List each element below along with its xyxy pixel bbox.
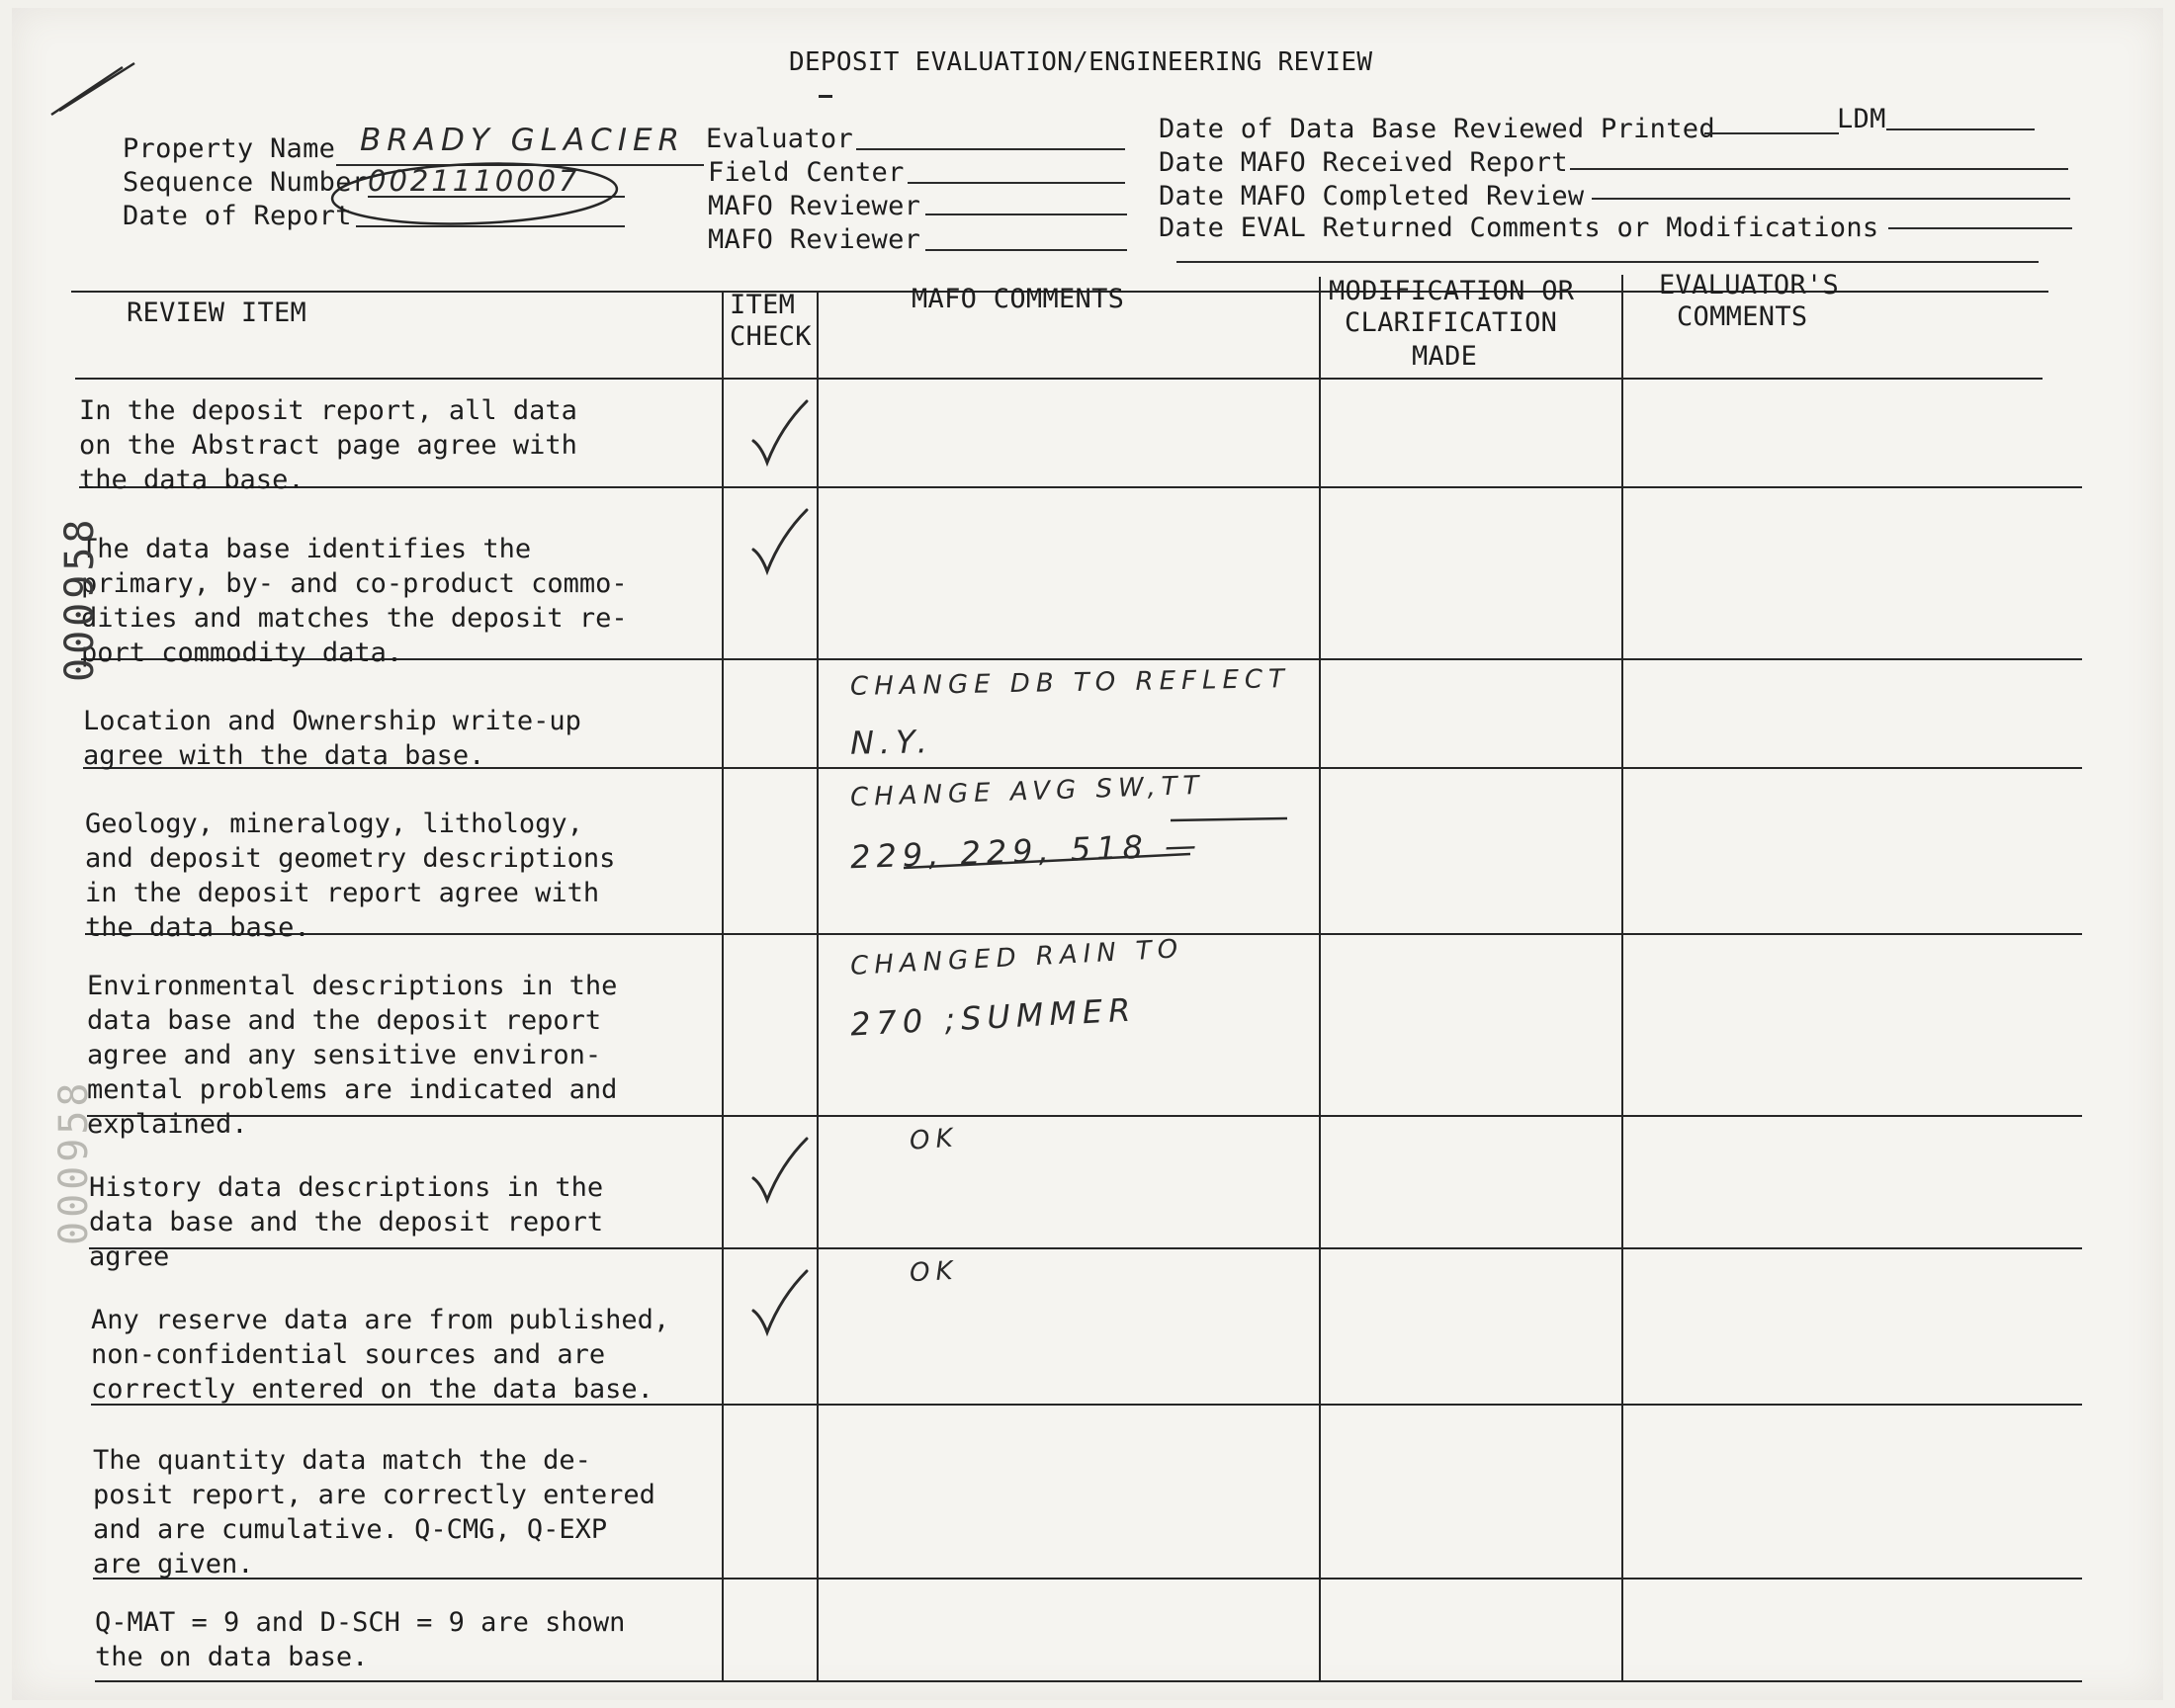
mafo-comment-cell[interactable] <box>819 1119 1315 1243</box>
review-item-line: the on data base. <box>95 1642 369 1672</box>
review-item-line: posit report, are correctly entered <box>93 1480 655 1510</box>
review-item-line: In the deposit report, all data <box>79 395 577 426</box>
review-item-line: agree with the data base. <box>83 740 485 771</box>
title-mark <box>819 95 832 98</box>
date-mafo-completed-label: Date MAFO Completed Review <box>1159 181 1585 212</box>
modification-cell[interactable] <box>1321 1119 1617 1243</box>
review-item-line: Any reserve data are from published, <box>91 1305 670 1335</box>
header-mafo-comments: MAFO COMMENTS <box>912 284 1125 314</box>
date-of-report-field[interactable] <box>356 225 625 227</box>
mafo-comment-text: CHANGE AVG SW,TT <box>849 770 1206 813</box>
review-item-line: agree and any sensitive environ- <box>87 1040 602 1070</box>
extra-line-field[interactable] <box>1176 261 2039 263</box>
review-item-line: Q-MAT = 9 and D-SCH = 9 are shown <box>95 1607 626 1638</box>
header-modification-line2: CLARIFICATION <box>1345 307 1558 338</box>
item-check-cell[interactable] <box>726 662 815 763</box>
review-item-line: Environmental descriptions in the <box>87 971 618 1001</box>
row-separator-9 <box>95 1680 2082 1682</box>
mafo-reviewer-1-label: MAFO Reviewer <box>708 191 921 221</box>
header-modification-line1: MODIFICATION OR <box>1329 276 1575 306</box>
modification-cell[interactable] <box>1321 1581 1617 1676</box>
review-item-text <box>81 532 628 670</box>
header-item-check-line2: CHECK <box>730 321 812 352</box>
review-item-text <box>93 1443 655 1581</box>
review-item-line: on the Abstract page agree with <box>79 430 577 461</box>
header-review-item: REVIEW ITEM <box>127 298 307 328</box>
sequence-number-label: Sequence Number <box>123 167 369 198</box>
modification-cell[interactable] <box>1321 382 1617 482</box>
sequence-number-value: 0021110007 <box>368 164 580 198</box>
modification-cell[interactable] <box>1321 771 1617 929</box>
pen-scratch-mark <box>40 55 158 125</box>
evaluator-comment-cell[interactable] <box>1623 490 2043 654</box>
modification-cell[interactable] <box>1321 662 1617 763</box>
review-item-text <box>83 704 581 773</box>
review-item-line: are given. <box>93 1549 254 1580</box>
review-item-line: mental problems are indicated and <box>87 1074 618 1105</box>
ldm-label: LDM <box>1837 104 1886 134</box>
evaluator-field[interactable] <box>856 148 1125 150</box>
review-item-line: History data descriptions in the <box>89 1172 604 1203</box>
review-item-line: port commodity data. <box>81 638 403 668</box>
review-item-line: Location and Ownership write-up <box>83 706 581 736</box>
evaluator-comment-cell[interactable] <box>1623 937 2043 1111</box>
evaluator-comment-cell[interactable] <box>1623 1581 2043 1676</box>
modification-cell[interactable] <box>1321 1408 1617 1574</box>
date-db-reviewed-label: Date of Data Base Reviewed Printed <box>1159 114 1715 144</box>
modification-cell[interactable] <box>1321 937 1617 1111</box>
header-modification-line3: MADE <box>1412 341 1478 372</box>
mafo-comment-text: N.Y. <box>849 723 934 762</box>
evaluator-comment-cell[interactable] <box>1623 662 2043 763</box>
mafo-comment-text: 229, 229, 518 — <box>849 825 1203 877</box>
checkmark-icon <box>747 1267 826 1346</box>
item-check-cell[interactable] <box>726 1581 815 1676</box>
review-item-line: dities and matches the deposit re- <box>81 603 628 634</box>
mafo-comment-text: OK <box>909 1255 960 1289</box>
date-mafo-completed-field[interactable] <box>1592 198 2070 200</box>
sequence-circle <box>326 158 623 227</box>
mafo-comment-text: 270 ;SUMMER <box>849 990 1138 1044</box>
review-item-line: the data base. <box>79 465 304 495</box>
side-stamp-dark: 000958 <box>57 515 103 682</box>
mafo-comment-cell[interactable] <box>819 382 1315 482</box>
checkmark-icon <box>747 397 826 476</box>
mafo-comment-text: CHANGED RAIN TO <box>849 934 1184 982</box>
mafo-reviewer-2-label: MAFO Reviewer <box>708 224 921 255</box>
mafo-comment-cell[interactable] <box>819 1251 1315 1400</box>
review-item-line: Geology, mineralogy, lithology, <box>85 809 583 839</box>
mafo-comment-text: OK <box>909 1123 960 1156</box>
modification-cell[interactable] <box>1321 1251 1617 1400</box>
header-evaluators-line1: EVALUATOR'S <box>1659 270 1840 300</box>
review-item-text <box>85 807 615 945</box>
review-item-line: in the deposit report agree with <box>85 878 600 908</box>
mafo-comment-cell[interactable] <box>819 662 1315 763</box>
header-item-check-line1: ITEM <box>730 290 796 320</box>
property-name-value: BRADY GLACIER <box>360 123 686 158</box>
review-item-text <box>91 1303 669 1407</box>
date-of-report-label: Date of Report <box>123 201 352 231</box>
item-check-cell[interactable] <box>726 937 815 1111</box>
review-item-line: data base and the deposit report <box>87 1005 602 1036</box>
evaluator-label: Evaluator <box>706 124 853 154</box>
review-item-text <box>89 1170 603 1274</box>
field-center-field[interactable] <box>908 182 1125 184</box>
mafo-reviewer-1-field[interactable] <box>925 214 1127 215</box>
header-bottom-rule <box>75 378 2043 380</box>
review-item-text <box>87 969 617 1142</box>
review-item-line: non-confidential sources and are <box>91 1339 606 1370</box>
ldm-field[interactable] <box>1886 128 2035 130</box>
review-item-line: explained. <box>87 1109 248 1140</box>
review-item-text <box>95 1605 625 1674</box>
field-center-label: Field Center <box>708 157 905 188</box>
evaluator-comment-cell[interactable] <box>1623 771 2043 929</box>
side-stamp-faint: 000958 <box>51 1078 97 1245</box>
col-divider-check <box>722 291 724 1680</box>
review-item-line: agree <box>89 1241 170 1272</box>
header-evaluators-line2: COMMENTS <box>1677 301 1808 332</box>
evaluator-comment-cell[interactable] <box>1623 382 2043 482</box>
review-item-line: primary, by- and co-product commo- <box>81 568 628 599</box>
review-item-line: correctly entered on the data base. <box>91 1374 653 1405</box>
mafo-comment-text: CHANGE DB TO REFLECT <box>849 664 1291 702</box>
evaluator-comment-cell[interactable] <box>1623 1408 2043 1574</box>
date-mafo-received-field[interactable] <box>1570 168 2068 170</box>
date-eval-returned-field[interactable] <box>1888 227 2072 229</box>
review-item-text <box>79 393 577 497</box>
mafo-comment-cell[interactable] <box>819 490 1315 654</box>
property-name-label: Property Name <box>123 133 336 164</box>
evaluator-comment-cell[interactable] <box>1623 1119 2043 1243</box>
mafo-comment-cell[interactable] <box>819 937 1315 1111</box>
review-item-line: The data base identifies the <box>81 534 532 564</box>
review-item-line: data base and the deposit report <box>89 1207 604 1238</box>
comment-underline-mark <box>890 791 1305 870</box>
modification-cell[interactable] <box>1321 490 1617 654</box>
review-item-line: and deposit geometry descriptions <box>85 843 616 874</box>
review-item-line: The quantity data match the de- <box>93 1445 591 1476</box>
mafo-comment-cell[interactable] <box>819 1581 1315 1676</box>
mafo-comment-cell[interactable] <box>819 1408 1315 1574</box>
item-check-cell[interactable] <box>726 1408 815 1574</box>
date-db-reviewed-field[interactable] <box>1704 132 1839 134</box>
review-item-line: and are cumulative. Q-CMG, Q-EXP <box>93 1514 608 1545</box>
checkmark-icon <box>747 506 826 585</box>
evaluator-comment-cell[interactable] <box>1623 1251 2043 1400</box>
review-item-line: the data base. <box>85 912 310 943</box>
date-eval-returned-label: Date EVAL Returned Comments or Modifications <box>1159 213 1879 243</box>
date-mafo-received-label: Date MAFO Received Report <box>1159 147 1568 178</box>
checkmark-icon <box>747 1135 826 1214</box>
form-title: DEPOSIT EVALUATION/ENGINEERING REVIEW <box>789 47 1373 77</box>
mafo-reviewer-2-field[interactable] <box>925 249 1127 251</box>
item-check-cell[interactable] <box>726 771 815 929</box>
